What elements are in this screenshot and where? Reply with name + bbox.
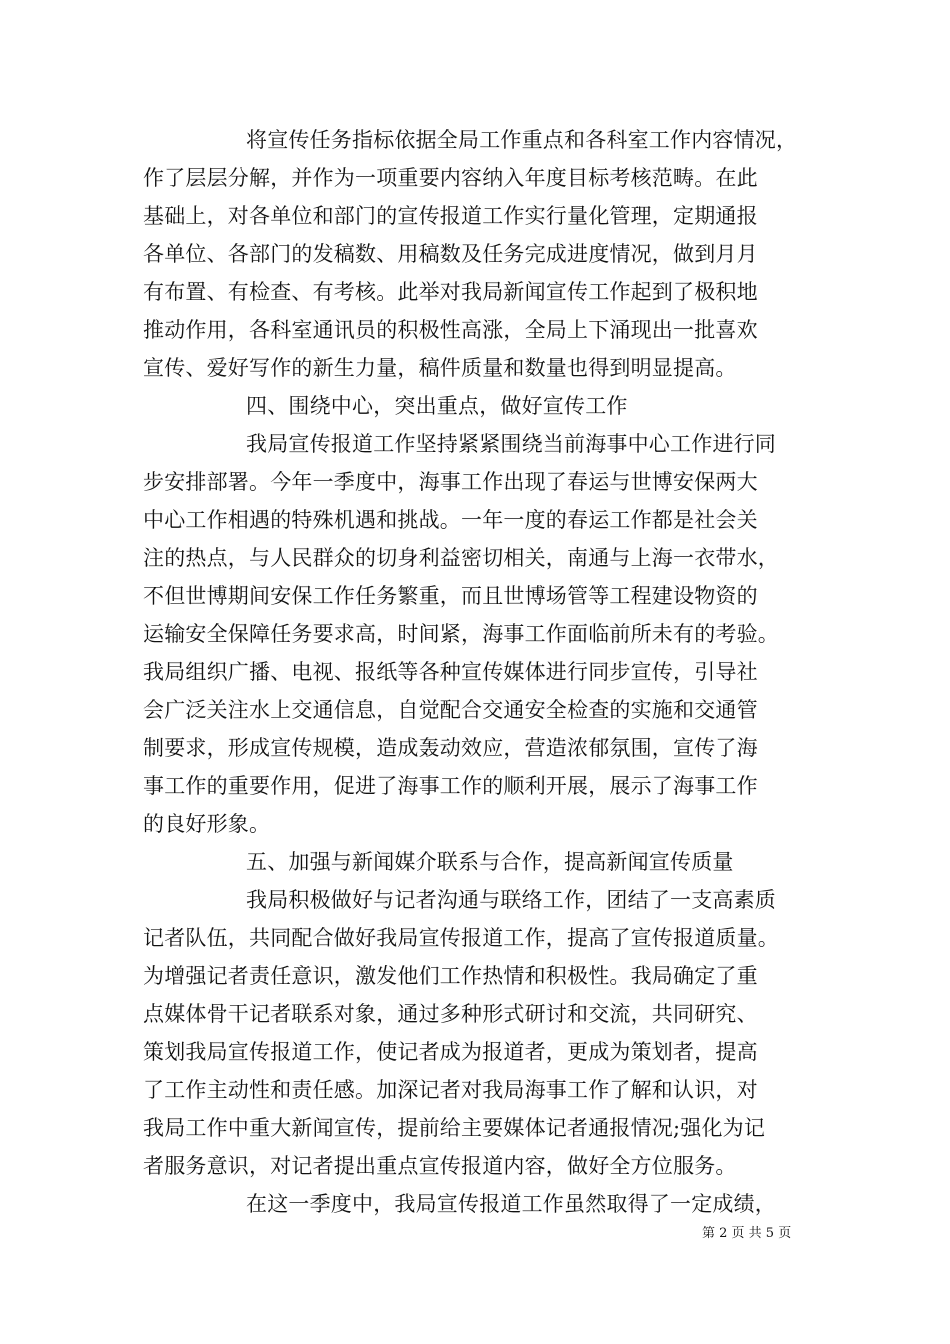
paragraph-line: 的良好形象。 [143,812,271,836]
paragraph-line: 中心工作相遇的特殊机遇和挑战。一年一度的春运工作都是社会关 [143,508,758,532]
paragraph-line: 宣传、爱好写作的新生力量，稿件质量和数量也得到明显提高。 [143,356,737,380]
paragraph-line: 我局组织广播、电视、报纸等各种宣传媒体进行同步宣传，引导社 [143,660,758,684]
paragraph-line: 基础上，对各单位和部门的宣传报道工作实行量化管理，定期通报 [143,204,758,228]
page-number-footer: 第 2 页 共 5 页 [702,1226,792,1241]
paragraph-line: 我局宣传报道工作坚持紧紧围绕当前海事中心工作进行同 [246,432,776,456]
paragraph-line: 运输安全保障任务要求高，时间紧，海事工作面临前所未有的考验。 [143,622,779,646]
paragraph-line: 事工作的重要作用，促进了海事工作的顺利开展，展示了海事工作 [143,774,758,798]
paragraph-line: 制要求，形成宣传规模，造成轰动效应，营造浓郁氛围，宣传了海 [143,736,758,760]
paragraph-line: 策划我局宣传报道工作，使记者成为报道者，更成为策划者，提高 [143,1040,758,1064]
paragraph-line: 记者队伍，共同配合做好我局宣传报道工作，提高了宣传报道质量。 [143,926,779,950]
paragraph-line: 注的热点，与人民群众的切身利益密切相关，南通与上海一衣带水， [143,546,779,570]
paragraph-line: 了工作主动性和责任感。加深记者对我局海事工作了解和认识，对 [143,1078,758,1102]
paragraph-line: 点媒体骨干记者联系对象，通过多种形式研讨和交流，共同研究、 [143,1002,758,1026]
paragraph-line: 者服务意识，对记者提出重点宣传报道内容，做好全方位服务。 [143,1154,737,1178]
paragraph-line: 不但世博期间安保工作任务繁重，而且世博场管等工程建设物资的 [143,584,758,608]
paragraph-line: 各单位、各部门的发稿数、用稿数及任务完成进度情况，做到月月 [143,242,758,266]
section-heading: 五、加强与新闻媒介联系与合作，提高新闻宣传质量 [246,850,734,874]
paragraph-line: 步安排部署。今年一季度中，海事工作出现了春运与世博安保两大 [143,470,758,494]
paragraph-line: 为增强记者责任意识，激发他们工作热情和积极性。我局确定了重 [143,964,758,988]
section-heading: 四、围绕中心，突出重点，做好宣传工作 [246,394,628,418]
paragraph-line: 我局积极做好与记者沟通与联络工作，团结了一支高素质 [246,888,776,912]
paragraph-line: 作了层层分解，并作为一项重要内容纳入年度目标考核范畴。在此 [143,166,758,190]
paragraph-line: 在这一季度中，我局宣传报道工作虽然取得了一定成绩， [246,1192,776,1216]
paragraph-line: 会广泛关注水上交通信息，自觉配合交通安全检查的实施和交通管 [143,698,758,722]
paragraph-line: 推动作用，各科室通讯员的积极性高涨，全局上下涌现出一批喜欢 [143,318,758,342]
paragraph-line: 我局工作中重大新闻宣传，提前给主要媒体记者通报情况;强化为记 [143,1116,766,1140]
paragraph-line: 将宣传任务指标依据全局工作重点和各科室工作内容情况， [246,128,798,152]
paragraph-line: 有布置、有检查、有考核。此举对我局新闻宣传工作起到了极积地 [143,280,758,304]
